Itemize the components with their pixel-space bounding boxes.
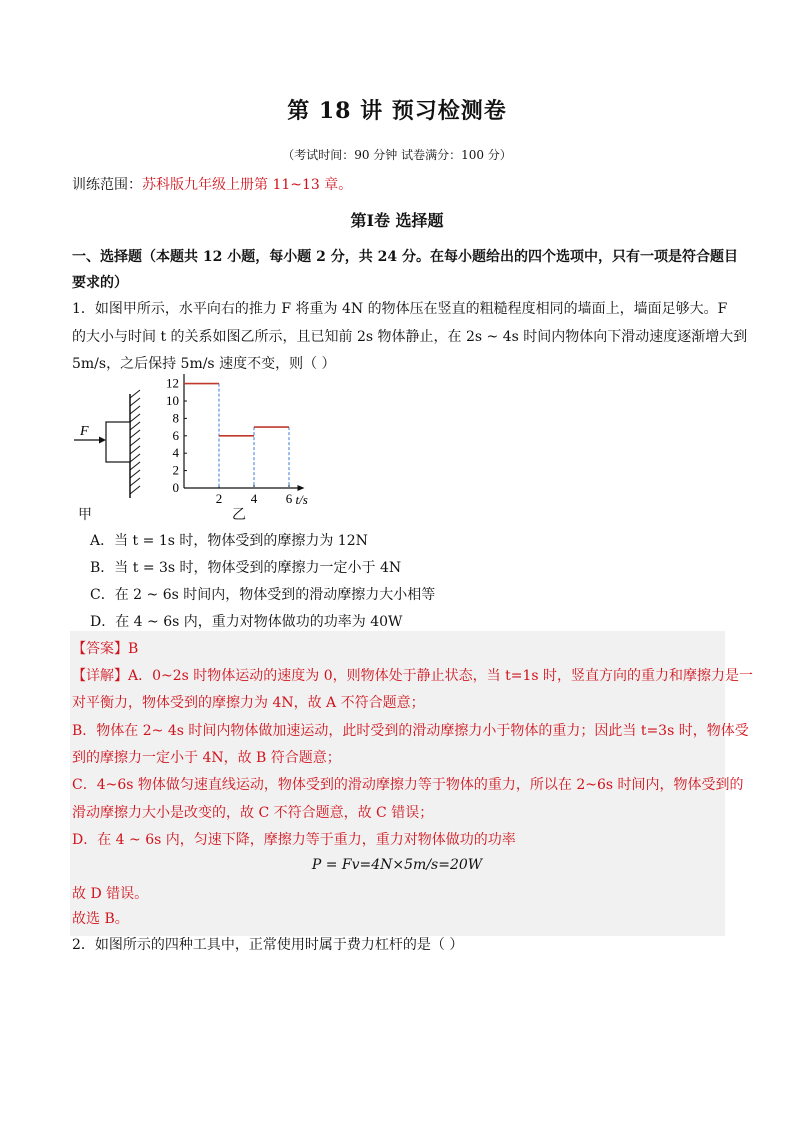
x-tick-label: 4: [250, 491, 258, 506]
x-tick-label: 2: [215, 491, 223, 506]
scope-value: 苏科版九年级上册第 11~13 章。: [142, 177, 353, 193]
detail-line-2: 对平衡力，物体受到的摩擦力为 4N，故 A 不符合题意；: [72, 695, 425, 711]
detail-line-4: 到的摩擦力一定小于 4N，故 B 符合题意；: [72, 750, 341, 766]
y-tick-label: 6: [172, 427, 179, 443]
block: [106, 422, 130, 462]
exam-info: （考试时间：90 分钟 试卷满分：100 分）: [282, 148, 512, 162]
section-instruction-2: 要求的）: [72, 275, 128, 291]
figure-yi-chart: [160, 374, 335, 524]
q1-option-d: D．在 4 ~ 6s 内，重力对物体做功的功率为 40W: [90, 614, 403, 630]
y-tick-label: 8: [172, 410, 179, 426]
q1-option-b: B．当 t = 3s 时，物体受到的摩擦力一定小于 4N: [90, 560, 402, 576]
y-axis-label: [187, 374, 210, 376]
answer-line: [72, 638, 138, 658]
power-formula: P = Fv=4N×5m/s=20W: [311, 857, 483, 873]
page-title: 第 18 讲 预习检测卷: [287, 98, 507, 124]
detail-text-1: A．0~2s 时物体运动的速度为 0，则物体处于静止状态，当 t=1s 时，竖直方向的重力和摩擦力是一: [128, 668, 753, 684]
figure-jia: [70, 388, 160, 518]
figure-jia-label: 甲: [78, 507, 92, 523]
training-scope: [72, 174, 352, 194]
figure-yi-label: 乙: [232, 507, 246, 523]
detail-line-5: C．4~6s 物体做匀速直线运动，物体受到的滑动摩擦力等于物体的重力，所以在 2~6s 时间内，物体受到的: [72, 777, 744, 793]
scope-label: 训练范围：: [72, 177, 142, 193]
answer-value: B: [128, 641, 139, 657]
answer-label: 【答案】: [72, 641, 128, 657]
y-tick-label: 4: [172, 445, 179, 461]
q1-line-3: 5m/s，之后保持 5m/s 速度不变，则（ ）: [72, 356, 336, 372]
detail-line-8: 故 D 错误。: [72, 886, 149, 902]
detail-label: 【详解】: [72, 668, 128, 684]
arrow-icon: [99, 437, 106, 444]
y-tick-label: 12: [166, 375, 179, 391]
detail-line-9: 故选 B。: [72, 911, 129, 927]
q1-line-1: 1．如图甲所示，水平向右的推力 F 将重为 4N 的物体压在竖直的粗糙程度相同的墙面上，墙面足够大。F: [72, 301, 728, 317]
x-axis-arrow-icon: [298, 485, 305, 491]
q1-line-2: 的大小与时间 t 的关系如图乙所示，且已知前 2s 物体静止，在 2s ~ 4s 时间内物体向下滑动速度逐渐增大到: [72, 329, 748, 345]
force-label: F: [80, 424, 89, 439]
section-instruction-1: 一、选择题（本题共 12 小题，每小题 2 分，共 24 分。在每小题给出的四个选项中，只有一项是符合题目: [72, 249, 738, 265]
y-tick-label: 2: [172, 462, 179, 478]
section-title: 第Ⅰ卷 选择题: [350, 211, 444, 230]
detail-line-6: 滑动摩擦力大小是改变的，故 C 不符合题意，故 C 错误；: [72, 805, 434, 821]
y-tick-label: 10: [166, 393, 179, 408]
y-tick-label: 0: [172, 480, 179, 495]
detail-line-3: B．物体在 2~ 4s 时间内物体做加速运动，此时受到的滑动摩擦力小于物体的重力；因此当 t=3s 时，物体受: [72, 723, 749, 739]
q2-line-1: 2．如图所示的四种工具中，正常使用时属于费力杠杆的是（ ）: [72, 937, 464, 953]
x-axis-label: t/s: [295, 492, 308, 507]
detail-line-1: [72, 665, 753, 685]
q1-option-c: C．在 2 ~ 6s 时间内，物体受到的滑动摩擦力大小相等: [90, 587, 436, 603]
q1-option-a: A．当 t = 1s 时，物体受到的摩擦力为 12N: [90, 533, 368, 549]
x-tick-label: 6: [285, 491, 293, 506]
detail-line-7: D．在 4 ~ 6s 内，匀速下降，摩擦力等于重力，重力对物体做功的功率: [72, 832, 516, 848]
